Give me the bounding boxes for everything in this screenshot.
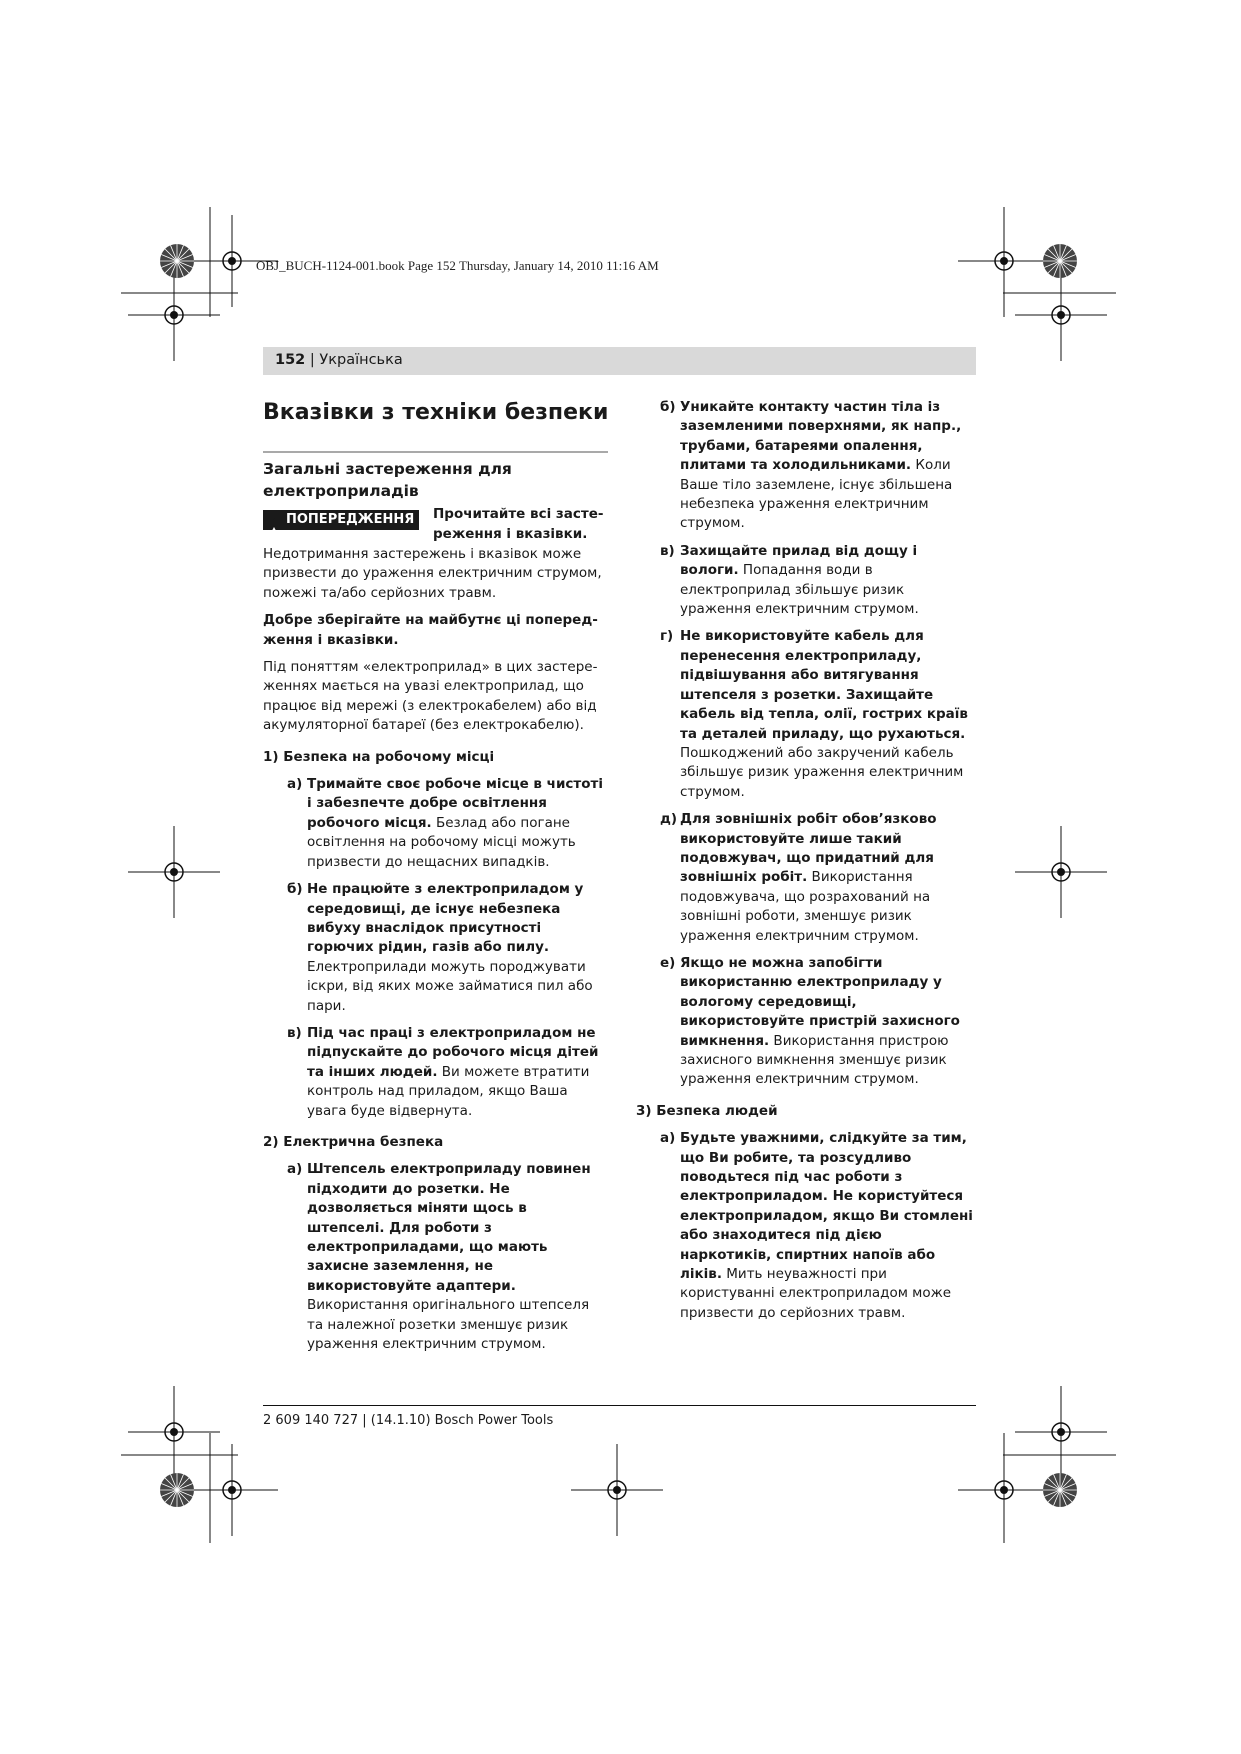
warning-badge-label: ПОПЕРЕДЖЕННЯ [286, 512, 415, 527]
section-heading-2: 2) Електрична безпека [263, 1133, 444, 1150]
item-bold: Не використовуйте кабель для перенесення електроприладу, підвішування або витягування штепселя з розетки. Захищайте кабель від тепла, олії, гострих країв та деталей приладу, що рухаються. [680, 628, 968, 742]
header-separator: | [305, 352, 320, 368]
page-number: 152 [275, 352, 306, 368]
header-language: Українська [319, 352, 403, 368]
book-header: OBJ_BUCH-1124-001.book Page 152 Thursday, January 14, 2010 11:16 AM [256, 258, 659, 273]
item-text: Безлад або погане освітлення на робочому місці можуть призвести до нещасних випадків. [307, 814, 576, 870]
list-item [263, 880, 608, 1016]
item-marker: б) [287, 881, 303, 898]
item-text: Використання пристрою захисного вимкнення зменшує ризик ураження електричним струмом. [680, 1032, 949, 1088]
item-bold: Якщо не можна запобігти використанню електроприладу у вологому середовищі, використовуйте пристрій захисного вимкнення. [680, 954, 960, 1049]
page-title: Вказівки з техніки безпеки [263, 400, 609, 425]
item-text: Ви можете втратити контроль над приладом, якщо Ваша увага буде відвернута. [307, 1063, 590, 1119]
item-marker: а) [660, 1130, 676, 1147]
definition-paragraph: Під поняттям «електроприлад» в цих застере-женнях мається на увазі електроприлад, що працює від мережі (з електрокабелем) або від акумуляторної батареї (без електрокабелю). [263, 659, 598, 734]
item-text: Мить неуважності при користуванні електроприладом може призвести до серйозних травм. [680, 1266, 952, 1321]
list-item [636, 954, 976, 1090]
warning-icon [267, 510, 286, 530]
item-bold: Штепсель електроприладу повинен підходити до розетки. Не дозволяється міняти щось в штепселі. Для роботи з електроприладами, що мають захисне заземлення, не використовуйте адаптери. [307, 1161, 591, 1294]
section-subtitle: Загальні застереження для електроприладів [263, 460, 512, 500]
warning-badge [263, 510, 419, 530]
list-item [263, 1024, 608, 1121]
list-item [636, 542, 976, 620]
item-marker: д) [660, 811, 678, 828]
item-text: Пошкоджений або закручений кабель збільшує ризик ураження електричним струмом. [680, 744, 964, 800]
warning-icon-symbol: ! [272, 513, 277, 524]
item-text: Електроприлади можуть породжувати іскри, від яких може займатися пил або пари. [307, 958, 593, 1014]
list-item [636, 810, 976, 946]
item-text: Використання оригінального штепселя та належної розетки зменшує ризик ураження електричним струмом. [307, 1297, 590, 1353]
list-item [636, 627, 976, 802]
item-marker: а) [287, 776, 303, 793]
intro-paragraph: Недотримання застережень і вказівок може призвести до ураження електричним струмом, пожежі та/або серйозних травм. [263, 546, 602, 601]
item-bold: Будьте уважними, слідкуйте за тим, що Ви робите, та розсудливо поводьтеся під час роботи з електроприладом. Не користуйтеся електроприладом, якщо Ви стомлені або знаходитеся під дією наркотиків, спиртних напоїв або ліків. [680, 1130, 973, 1283]
item-text: Коли Ваше тіло заземлене, існує збільшена небезпека ураження електричним струмом. [680, 457, 953, 532]
page-footer: 2 609 140 727 | (14.1.10) Bosch Power Tools [263, 1413, 554, 1428]
item-bold: Для зовнішніх робіт обов’язково використовуйте лише такий подовжувач, що придатний для зовнішніх робіт. [680, 811, 937, 886]
keep-paragraph: Добре зберігайте на майбутнє ці поперед-ження і вказівки. [263, 612, 598, 648]
list-item [263, 1160, 608, 1354]
item-text: Використання подовжувача, що розрахований на зовнішні роботи, зменшує ризик ураження електричним струмом. [680, 869, 931, 944]
item-marker: в) [660, 542, 675, 559]
left-column [263, 545, 608, 1362]
list-item [636, 1129, 976, 1323]
item-bold: Не працюйте з електроприладом у середовищі, де існує небезпека вибуху внаслідок присутності горючих рідин, газів або пилу. [307, 881, 584, 956]
footer-rule [263, 1405, 976, 1406]
item-marker: б) [660, 399, 676, 415]
item-bold: Захищайте прилад від дощу і вологи. [680, 542, 918, 579]
title-rule [263, 451, 608, 453]
list-item [636, 398, 976, 534]
item-marker: г) [660, 628, 674, 645]
item-text: Попадання води в електроприлад збільшує ризик ураження електричним струмом. [680, 562, 919, 618]
section-heading-1: 1) Безпека на робочому місці [263, 748, 495, 765]
section-heading-3: 3) Безпека людей [636, 1102, 778, 1119]
list-item [263, 775, 608, 872]
item-marker: а) [287, 1161, 303, 1178]
item-bold: Тримайте своє робоче місце в чистоті і забезпечте добре освітлення робочого місця. [307, 776, 603, 831]
item-bold: Під час праці з електроприладом не підпускайте до робочого місця дітей та інших людей. [307, 1024, 599, 1080]
item-marker: е) [660, 954, 676, 971]
page-header [263, 347, 976, 375]
item-marker: в) [287, 1024, 302, 1041]
warning-text: Прочитайте всі засте-реження і вказівки. [433, 506, 604, 542]
right-column [636, 398, 976, 1331]
item-bold: Уникайте контакту частин тіла із заземленими поверхнями, як напр., трубами, батареями опалення, плитами та холодильниками. [680, 399, 962, 474]
